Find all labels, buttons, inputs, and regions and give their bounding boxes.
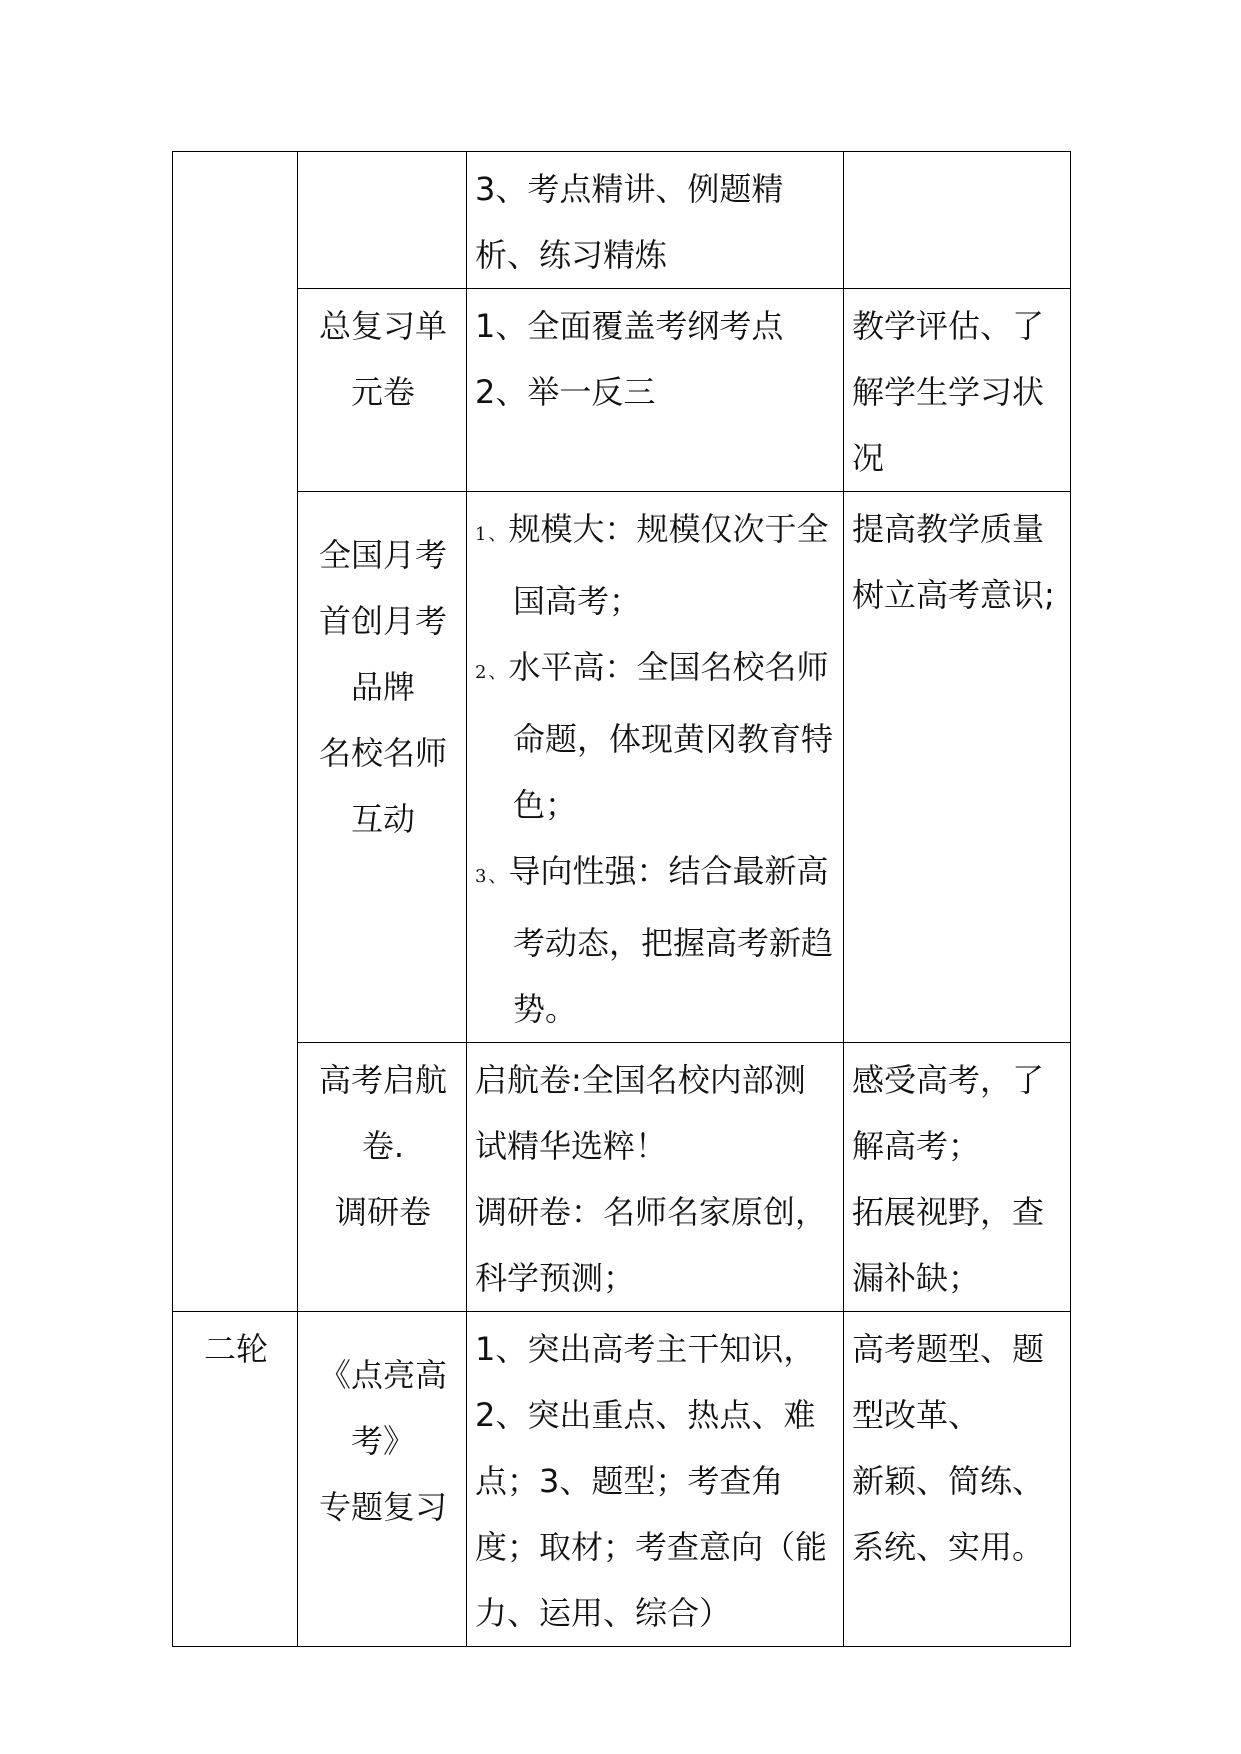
material-cell: 总复习单元卷 bbox=[298, 289, 467, 492]
content-cell: 1、突出高考主干知识，2、突出重点、热点、难点；3、题型；考查角度；取材；考查意向（能力、运用、综合） bbox=[467, 1312, 844, 1647]
content-cell: 启航卷:全国名校内部测试精华选粹！ 调研卷：名师名家原创，科学预测； bbox=[467, 1043, 844, 1312]
purpose-cell: 教学评估、了解学生学习状况 bbox=[844, 289, 1071, 492]
table-row bbox=[173, 1312, 1071, 1647]
purpose-cell: 提高教学质量 树立高考意识; bbox=[844, 492, 1071, 1043]
content-list-item: 3、导向性强：结合最新高考动态，把握高考新趋势。 bbox=[475, 852, 834, 1028]
content-list-item: 1、规模大：规模仅次于全国高考； bbox=[475, 510, 829, 620]
stage-cell: 二轮 bbox=[173, 1312, 298, 1647]
material-cell: 《点亮高考》 专题复习 bbox=[298, 1312, 467, 1647]
material-cell: 高考启航卷. 调研卷 bbox=[298, 1043, 467, 1312]
table-row bbox=[173, 289, 1071, 492]
content-list-item: 2、水平高：全国名校名师命题，体现黄冈教育特色； bbox=[475, 648, 834, 824]
content-cell: 3、考点精讲、例题精析、练习精炼 bbox=[467, 152, 844, 289]
table-row bbox=[173, 1043, 1071, 1312]
review-plan-table bbox=[172, 151, 1071, 1647]
stage-cell bbox=[173, 152, 298, 1312]
table-row bbox=[173, 492, 1071, 1043]
table-row bbox=[173, 152, 1071, 289]
material-cell: 全国月考 首创月考品牌 名校名师互动 bbox=[298, 492, 467, 1043]
material-cell bbox=[298, 152, 467, 289]
content-cell: 1、全面覆盖考纲考点 2、举一反三 bbox=[467, 289, 844, 492]
purpose-cell bbox=[844, 152, 1071, 289]
purpose-cell: 高考题型、题型改革、 新颖、简练、系统、实用。 bbox=[844, 1312, 1071, 1647]
content-cell bbox=[467, 492, 844, 1043]
purpose-cell: 感受高考，了解高考； 拓展视野，查漏补缺； bbox=[844, 1043, 1071, 1312]
